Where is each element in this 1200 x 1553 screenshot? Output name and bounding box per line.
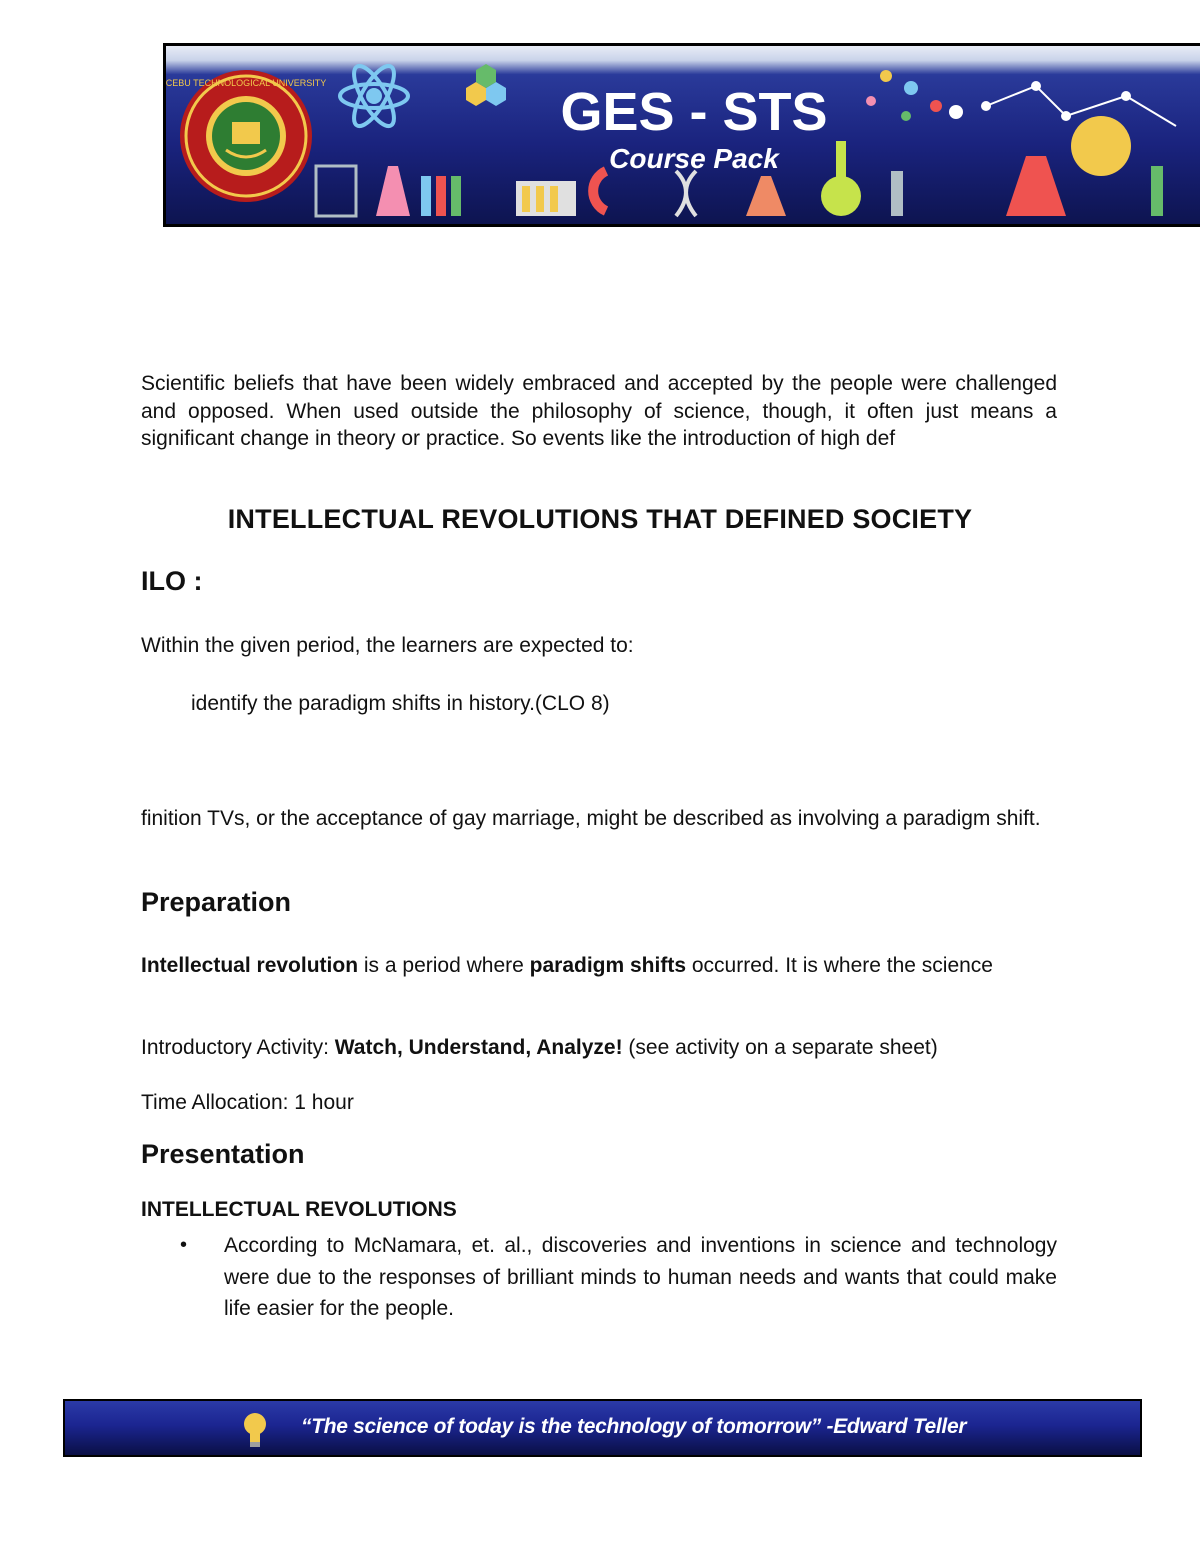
term-paradigm-shifts: paradigm shifts [529, 954, 687, 977]
atom-icon [340, 61, 408, 132]
footer-quote-bar [63, 1399, 1142, 1457]
banner-title: GES - STS [560, 82, 828, 142]
activity-note: (see activity on a separate sheet) [622, 1036, 938, 1059]
footer-quote-text: “The science of today is the technology of tomorrow” -Edward Teller [301, 1415, 967, 1438]
intellectual-revolutions-subheading: INTELLECTUAL REVOLUTIONS [141, 1198, 457, 1221]
continuation-paragraph: finition TVs, or the acceptance of gay marriage, might be described as involving a paradigm shift. [141, 807, 1041, 830]
presentation-heading: Presentation [141, 1139, 305, 1169]
lightbulb-icon [240, 1410, 270, 1450]
preparation-paragraph [141, 952, 1057, 980]
time-allocation: Time Allocation: 1 hour [141, 1091, 354, 1114]
ilo-heading: ILO : [141, 566, 203, 596]
bullet-text: According to McNamara, et. al., discoveries and inventions in science and technology were due to the responses of brilliant minds to human needs and wants that could make life easier for the people. [224, 1234, 1057, 1320]
ilo-lead: Within the given period, the learners are expected to: [141, 634, 634, 657]
activity-name: Watch, Understand, Analyze! [334, 1036, 623, 1059]
seal-text: CEBU TECHNOLOGICAL UNIVERSITY [166, 78, 327, 88]
term-intellectual-revolution: Intellectual revolution [141, 954, 359, 977]
preparation-heading: Preparation [141, 887, 292, 917]
banner-illustration [166, 46, 1200, 227]
introductory-activity [141, 1034, 938, 1061]
activity-label: Introductory Activity: [141, 1036, 335, 1059]
banner-subtitle: Course Pack [609, 143, 779, 174]
course-pack-banner [163, 43, 1200, 227]
university-seal [166, 70, 326, 202]
prep-text-2: occurred. It is where the science [686, 954, 993, 977]
intro-paragraph: Scientific beliefs that have been widely embraced and accepted by the people were challenged and opposed. When used outside the philosophy of science, though, it often just means a significant change in theory or practice. So events like the introduction of high def [141, 372, 1057, 450]
document-title: INTELLECTUAL REVOLUTIONS THAT DEFINED SOCIETY [227, 504, 973, 534]
prep-text-1: is a period where [358, 954, 530, 977]
bullet-marker: • [180, 1234, 188, 1256]
ilo-objective: identify the paradigm shifts in history.(CLO 8) [191, 692, 610, 715]
molecule-hexagon-icon [466, 64, 506, 106]
decorative-dots [866, 70, 963, 121]
